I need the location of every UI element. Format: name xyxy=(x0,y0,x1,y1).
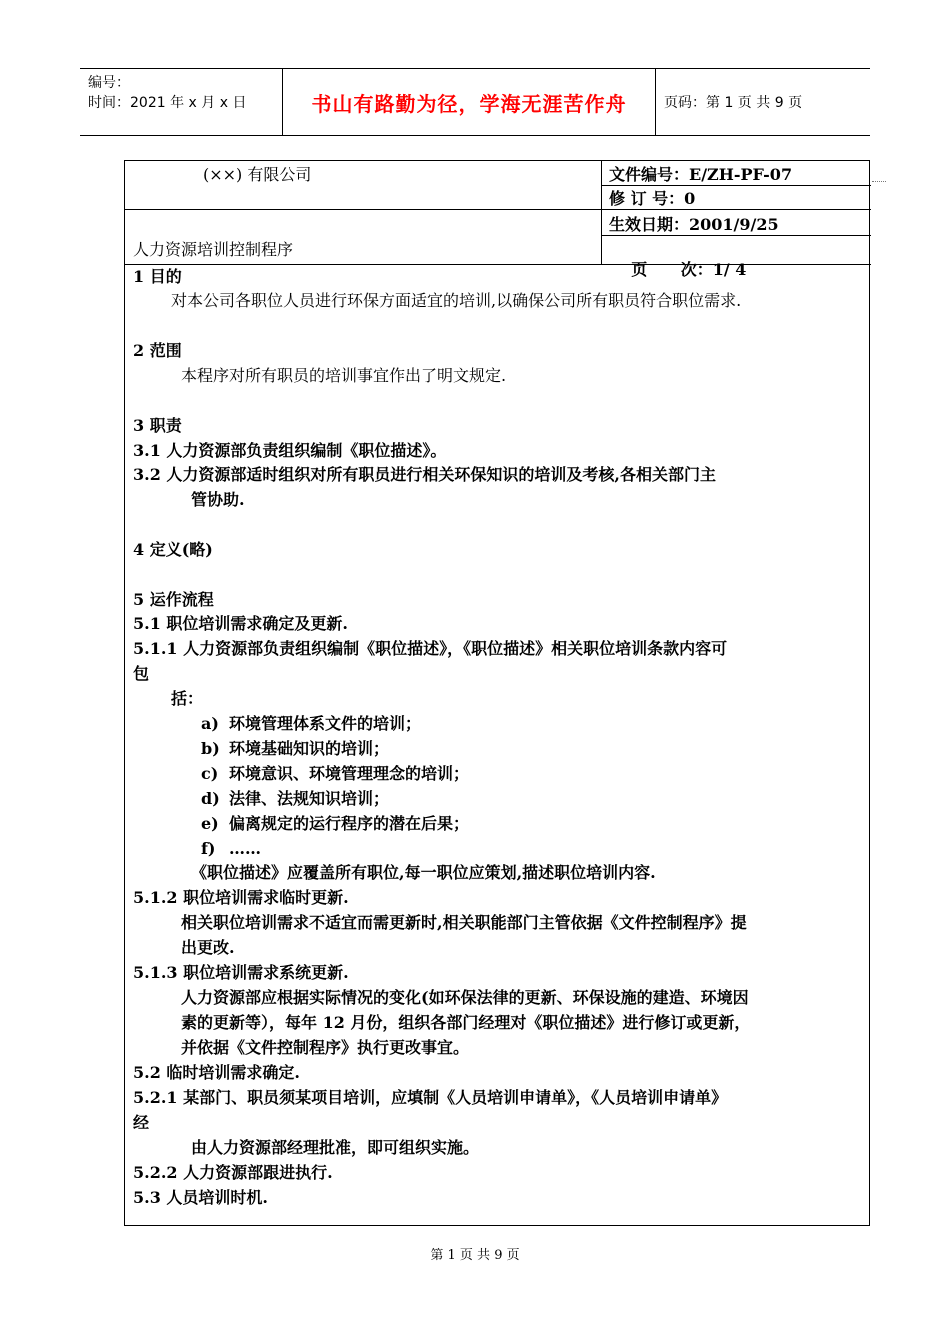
paragraph: 并依据《文件控制程序》执行更改事宜。 xyxy=(181,1038,470,1057)
clause-continuation: 管协助. xyxy=(191,490,245,509)
file-number-value: E/ZH-PF-07 xyxy=(689,165,793,184)
paragraph: 相关职位培训需求不适宜而需更新时,相关职能部门主管依据《文件控制程序》提 xyxy=(181,913,747,932)
header-left xyxy=(88,73,278,113)
clause: 5.2 临时培训需求确定. xyxy=(133,1063,300,1082)
clause: 3.2 人力资源部适时组织对所有职员进行相关环保知识的培训及考核,各相关部门主 xyxy=(133,465,716,484)
header-page-info: 页码：第 1 页 共 9 页 xyxy=(664,95,803,111)
clause-continuation: 包 xyxy=(133,664,150,683)
document-title: 人力资源培训控制程序 xyxy=(133,240,294,259)
clause-continuation: 括： xyxy=(171,689,204,708)
header-bottom-line xyxy=(125,264,871,265)
clause: 5.1.1 人力资源部负责组织编制《职位描述》，《职位描述》相关职位培训条款内容可 xyxy=(133,639,728,658)
effective-date-row xyxy=(609,212,779,235)
section-heading: 3 职责 xyxy=(133,416,182,435)
paragraph: 本程序对所有职员的培训事宜作出了明文规定. xyxy=(181,366,507,385)
revision-label: 修 订 号： xyxy=(609,189,685,208)
paragraph: 《职位描述》应覆盖所有职位,每一职位应策划,描述职位培训内容. xyxy=(191,863,656,882)
list-item: a) 环境管理体系文件的培训； xyxy=(201,714,422,733)
page-header xyxy=(80,68,870,136)
paragraph: 出更改. xyxy=(181,938,235,957)
page-value: 1/ 4 xyxy=(712,260,747,279)
section-heading: 5 运作流程 xyxy=(133,590,214,609)
margin-mark xyxy=(872,181,886,182)
clause: 5.1.2 职位培训需求临时更新. xyxy=(133,888,349,907)
number-label: 编号： xyxy=(88,75,130,91)
header-divider-vertical xyxy=(601,161,602,265)
revision-row xyxy=(609,186,695,209)
list-item: e) 偏离规定的运行程序的潜在后果； xyxy=(201,814,470,833)
motto: 书山有路勤为径，学海无涯苦作舟 xyxy=(282,69,656,135)
section-heading: 4 定义(略) xyxy=(133,540,213,559)
clause-continuation: 由人力资源部经理批准，即可组织实施。 xyxy=(191,1138,480,1157)
list-item: d) 法律、法规知识培训； xyxy=(201,789,390,808)
section-heading: 1 目的 xyxy=(133,267,182,286)
list-item: b) 环境基础知识的培训； xyxy=(201,739,390,758)
clause: 3.1 人力资源部负责组织编制《职位描述》。 xyxy=(133,441,447,460)
file-number-row xyxy=(609,162,792,185)
time-label: 时间：2021 年 x 月 x 日 xyxy=(88,95,247,111)
page-label: 页 次： xyxy=(631,260,713,279)
clause-continuation: 经 xyxy=(133,1113,150,1132)
effective-date-value: 2001/9/25 xyxy=(689,215,779,234)
paragraph: 素的更新等），每年 12 月份，组织各部门经理对《职位描述》进行修订或更新， xyxy=(181,1013,751,1032)
header-row-line xyxy=(125,209,871,210)
page-footer: 第 1 页 共 9 页 xyxy=(430,1248,520,1263)
clause: 5.1.3 职位培训需求系统更新. xyxy=(133,963,349,982)
list-item: f) …… xyxy=(201,839,261,858)
effective-date-label: 生效日期： xyxy=(609,215,690,234)
paragraph: 对本公司各职位人员进行环保方面适宜的培训,以确保公司所有职员符合职位需求. xyxy=(171,291,742,310)
company-name: (××) 有限公司 xyxy=(203,165,312,184)
clause: 5.1 职位培训需求确定及更新. xyxy=(133,614,348,633)
list-item: c) 环境意识、环境管理理念的培训； xyxy=(201,764,470,783)
revision-value: 0 xyxy=(684,189,696,208)
clause: 5.3 人员培训时机. xyxy=(133,1188,268,1207)
document-frame xyxy=(124,160,870,1226)
header-row-line xyxy=(601,235,871,236)
clause: 5.2.2 人力资源部跟进执行. xyxy=(133,1163,333,1182)
clause: 5.2.1 某部门、职员须某项目培训，应填制《人员培训申请单》，《人员培训申请单》 xyxy=(133,1088,728,1107)
paragraph: 人力资源部应根据实际情况的变化(如环保法律的更新、环保设施的建造、环境因 xyxy=(181,988,749,1007)
section-heading: 2 范围 xyxy=(133,341,182,360)
file-number-label: 文件编号： xyxy=(609,165,690,184)
